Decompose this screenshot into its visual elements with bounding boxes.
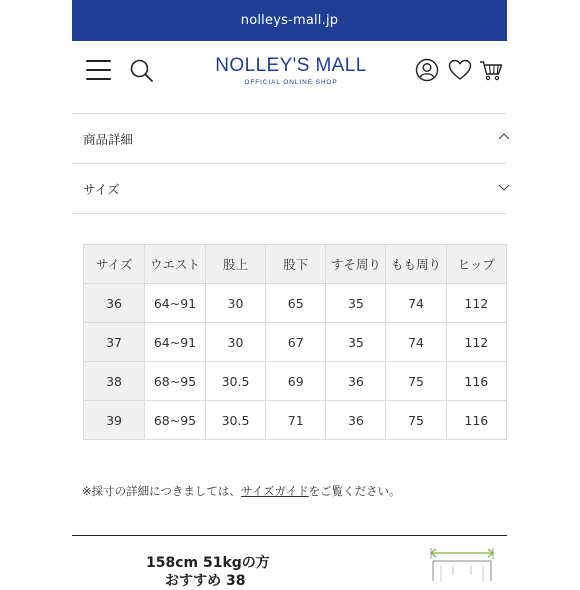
site-header — [72, 41, 507, 114]
chevron-down-icon — [497, 182, 509, 192]
table-cell: 71 — [266, 401, 326, 440]
size-accordion[interactable] — [72, 164, 507, 214]
table-cell: 35 — [326, 284, 386, 323]
size-guide-link[interactable]: サイズガイド — [241, 484, 309, 498]
table-cell: 30 — [205, 323, 265, 362]
accordion-label: 商品詳細 — [83, 130, 133, 148]
cart-icon[interactable] — [479, 60, 503, 82]
table-header-cell: サイズ — [84, 245, 145, 284]
logo-main-text: NOLLEY'S MALL — [212, 55, 370, 77]
table-cell: 112 — [446, 323, 506, 362]
table-header-cell: 股上 — [205, 245, 265, 284]
table-cell: 64~91 — [145, 284, 206, 323]
logo-subtitle: OFFICIAL ONLINE SHOP — [212, 79, 370, 86]
mobile-frame — [72, 0, 507, 580]
size-table — [83, 244, 507, 440]
table-cell: 64~91 — [145, 323, 206, 362]
table-cell: 68~95 — [145, 401, 206, 440]
measurement-illustration — [427, 545, 497, 581]
account-icon[interactable] — [415, 58, 439, 82]
table-cell: 74 — [386, 284, 446, 323]
table-cell: 116 — [446, 401, 506, 440]
table-header-cell: ヒップ — [446, 245, 506, 284]
table-header-cell: もも周り — [386, 245, 446, 284]
model-recommend-size: おすすめ 38 — [165, 570, 246, 590]
table-cell: 37 — [84, 323, 145, 362]
table-header-cell: 股下 — [266, 245, 326, 284]
model-info-title: 158cm 51kgの方 — [146, 552, 270, 572]
table-cell: 116 — [446, 362, 506, 401]
table-cell: 30 — [205, 284, 265, 323]
table-cell: 30.5 — [205, 362, 265, 401]
table-header-row — [84, 245, 507, 284]
url-text: nolleys-mall.jp — [241, 13, 338, 28]
url-bar[interactable] — [72, 0, 507, 41]
table-row — [84, 323, 507, 362]
chevron-up-icon — [497, 132, 509, 142]
table-header-cell: すそ周り — [326, 245, 386, 284]
table-cell: 65 — [266, 284, 326, 323]
table-cell: 75 — [386, 401, 446, 440]
table-cell: 75 — [386, 362, 446, 401]
site-logo[interactable] — [212, 55, 370, 86]
note-prefix: ※採寸の詳細につきましては、 — [82, 484, 241, 498]
table-cell: 36 — [326, 401, 386, 440]
table-cell: 39 — [84, 401, 145, 440]
table-cell: 69 — [266, 362, 326, 401]
menu-icon[interactable] — [86, 60, 111, 80]
table-cell: 36 — [326, 362, 386, 401]
section-divider — [72, 535, 507, 536]
table-header-cell: ウエスト — [145, 245, 206, 284]
table-row — [84, 362, 507, 401]
search-icon[interactable] — [129, 58, 155, 84]
table-cell: 36 — [84, 284, 145, 323]
table-cell: 112 — [446, 284, 506, 323]
heart-icon[interactable] — [448, 59, 472, 81]
size-guide-note — [82, 483, 401, 499]
note-suffix: をご覧ください。 — [309, 484, 401, 498]
table-cell: 67 — [266, 323, 326, 362]
table-cell: 38 — [84, 362, 145, 401]
table-cell: 35 — [326, 323, 386, 362]
table-cell: 30.5 — [205, 401, 265, 440]
accordion-label: サイズ — [83, 180, 120, 198]
table-row — [84, 401, 507, 440]
table-cell: 74 — [386, 323, 446, 362]
product-details-accordion[interactable] — [72, 114, 507, 164]
table-row — [84, 284, 507, 323]
table-cell: 68~95 — [145, 362, 206, 401]
